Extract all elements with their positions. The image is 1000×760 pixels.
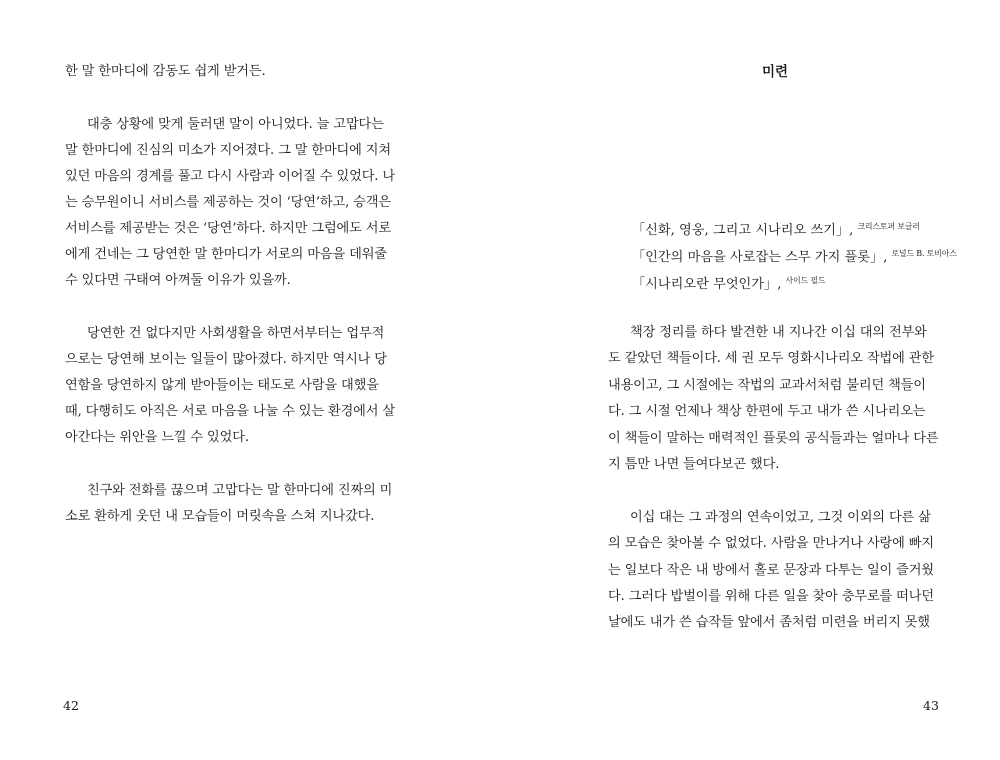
book-title: 「시나리오란 무엇인가」,: [632, 277, 782, 292]
text-line: 서비스를 제공받는 것은 ‘당연’하다. 하지만 그럼에도 서로: [65, 221, 391, 236]
book-title: 「신화, 영웅, 그리고 시나리오 쓰기」,: [632, 223, 854, 238]
right-page: [500, 0, 1000, 760]
book-author: 사이드 필드: [785, 276, 826, 285]
book-reference: [632, 245, 957, 267]
text-line: 한 말 한마디에 감동도 쉽게 받거든.: [65, 64, 266, 79]
text-line: 에게 건네는 그 당연한 말 한마디가 서로의 마음을 데워줄: [65, 247, 387, 262]
text-line: 이십 대는 그 과정의 연속이었고, 그것 이외의 다른 삶: [630, 510, 931, 525]
book-title: 「인간의 마음을 사로잡는 스무 가지 플롯」,: [632, 250, 888, 265]
text-line: 때, 다행히도 아직은 서로 마음을 나눌 수 있는 환경에서 살: [65, 404, 395, 419]
book-author: 크리스토퍼 보글러: [857, 222, 920, 231]
text-line: 친구와 전화를 끊으며 고맙다는 말 한마디에 진짜의 미: [87, 483, 393, 498]
text-line: 아간다는 위안을 느낄 수 있었다.: [65, 430, 249, 445]
text-line: 다. 그러다 밥벌이를 위해 다른 일을 찾아 충무로를 떠나던: [608, 589, 934, 604]
page-number: 42: [63, 698, 79, 713]
text-line: 있던 마음의 경계를 풀고 다시 사람과 이어질 수 있었다. 나: [65, 169, 395, 184]
text-line: 책장 정리를 하다 발견한 내 지나간 이십 대의 전부와: [630, 325, 927, 340]
text-line: 이 책들이 말하는 매력적인 플롯의 공식들과는 얼마나 다른: [608, 431, 939, 446]
text-line: 는 승무원이니 서비스를 제공하는 것이 ‘당연’하고, 승객은: [65, 195, 391, 210]
text-line: 는 일보다 작은 내 방에서 홀로 문장과 다투는 일이 즐거웠: [608, 563, 934, 578]
text-line: 수 있다면 구태여 아껴둘 이유가 있을까.: [65, 273, 291, 288]
text-line: 날에도 내가 쓴 습작들 앞에서 좀처럼 미련을 버리지 못했: [608, 615, 930, 630]
chapter-title: 미련: [761, 64, 789, 80]
text-line: 말 한마디에 진심의 미소가 지어졌다. 그 말 한마디에 지쳐: [65, 143, 391, 158]
text-line: 내용이고, 그 시절에는 작법의 교과서처럼 불리던 책들이: [608, 378, 926, 393]
text-line: 지 틈만 나면 들여다보곤 했다.: [608, 457, 780, 472]
book-reference: [632, 218, 920, 240]
text-line: 당연한 건 없다지만 사회생활을 하면서부터는 업무적: [87, 326, 385, 341]
page-number: 43: [923, 698, 939, 713]
text-line: 연함을 당연하지 않게 받아들이는 태도로 사람을 대했을: [65, 378, 379, 393]
text-line: 소로 환하게 웃던 내 모습들이 머릿속을 스쳐 지나갔다.: [65, 509, 375, 524]
text-line: 다. 그 시절 언제나 책상 한편에 두고 내가 쓴 시나리오는: [608, 404, 926, 419]
book-author: 로널드 B. 토비아스: [891, 249, 957, 258]
book-reference: [632, 272, 825, 294]
text-line: 의 모습은 찾아볼 수 없었다. 사람을 만나거나 사랑에 빠지: [608, 536, 934, 551]
text-line: 대충 상황에 맞게 둘러댄 말이 아니었다. 늘 고맙다는: [87, 117, 384, 132]
text-line: 으로는 당연해 보이는 일들이 많아졌다. 하지만 역시나 당: [65, 352, 387, 367]
text-line: 도 같았던 책들이다. 세 권 모두 영화시나리오 작법에 관한: [608, 351, 934, 366]
